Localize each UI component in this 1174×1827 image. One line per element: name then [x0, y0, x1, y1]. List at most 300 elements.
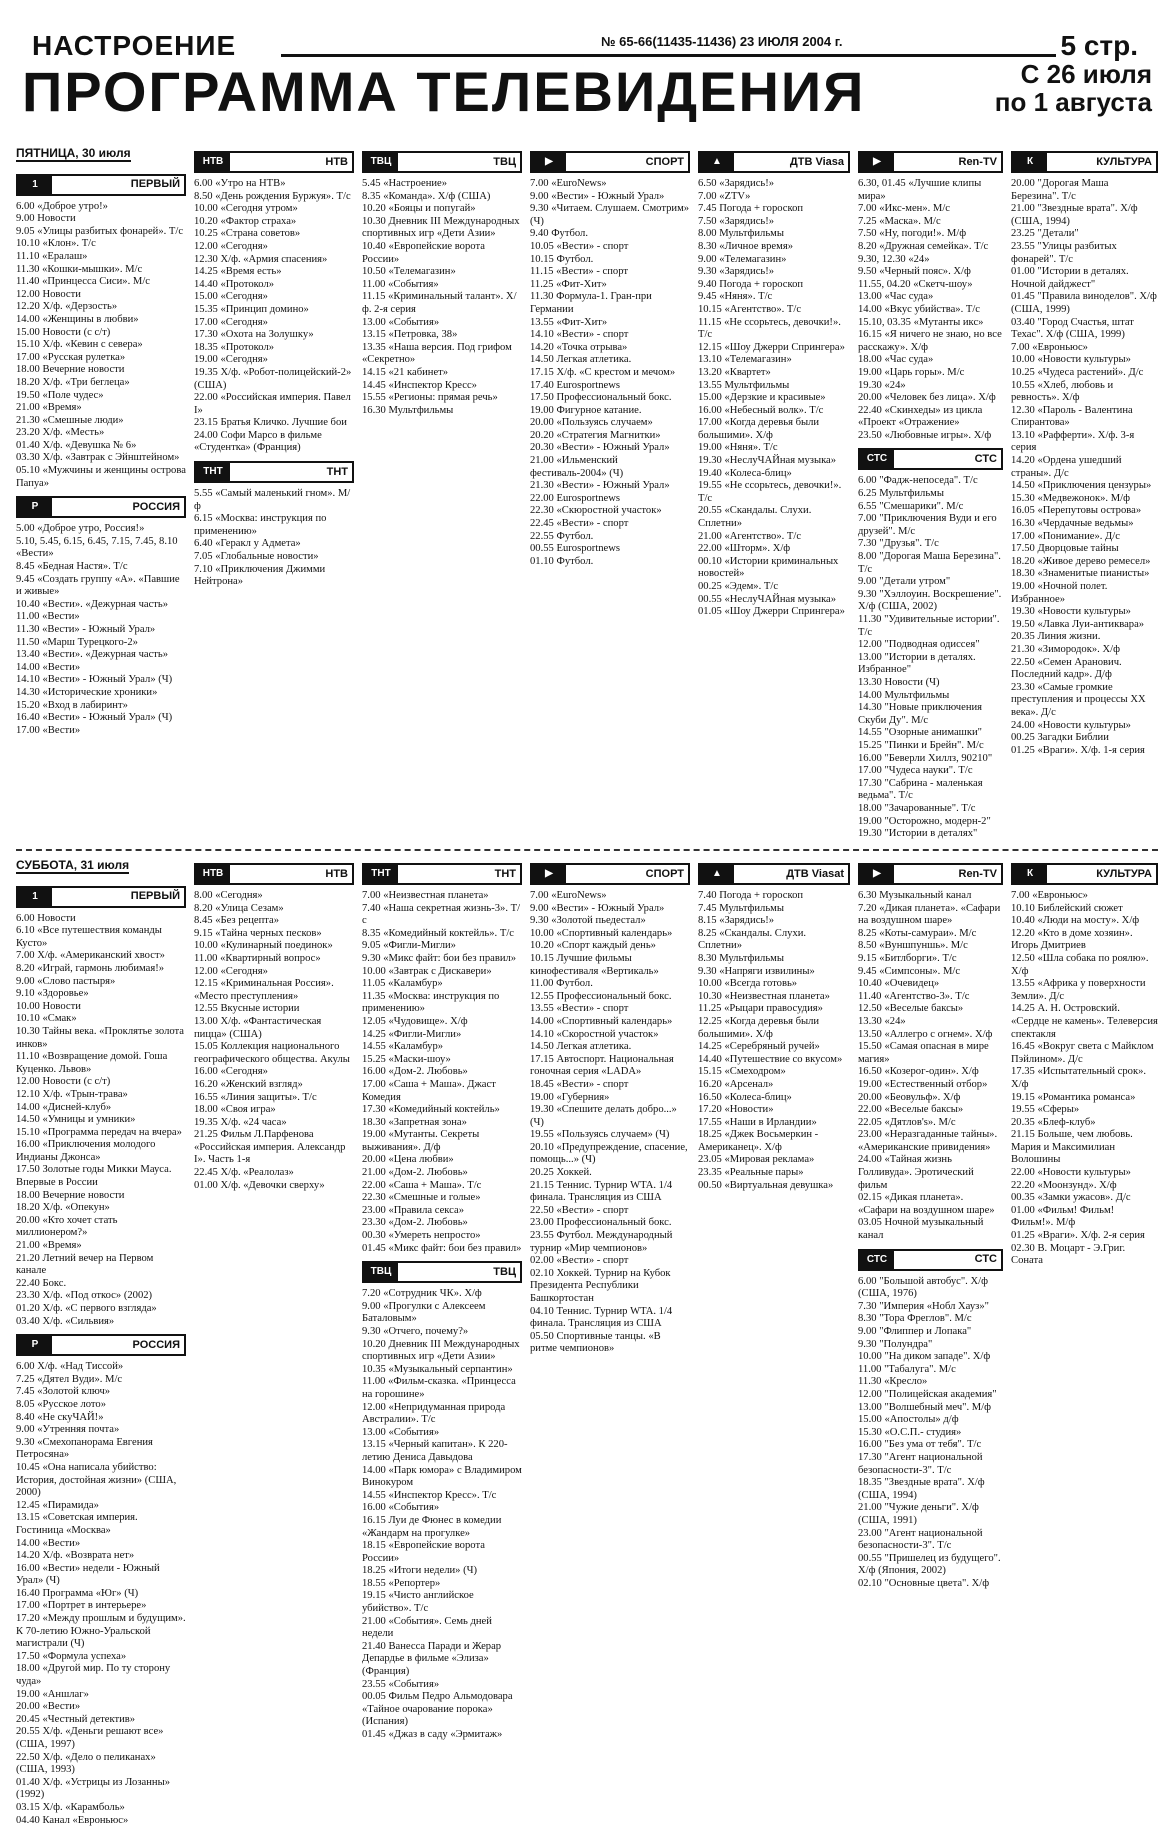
- program-listing: 9.05 «Фигли-Мигли»: [362, 940, 456, 952]
- program-listing: 18.30 «Запретная зона»: [362, 1116, 467, 1128]
- friday-col-3: [362, 145, 522, 845]
- friday-day-heading: ПЯТНИЦА, 30 июля: [16, 146, 131, 160]
- program-listing: 16.00 «Дом-2. Любовь»: [362, 1066, 468, 1078]
- program-listing: 9.30 «Отчего, почему?»: [362, 1326, 469, 1337]
- program-listing: 21.00 «Дом-2. Любовь»: [362, 1167, 468, 1179]
- program-listing: 14.00 Мультфильмы: [858, 689, 950, 701]
- program-listing: 8.45 «Без рецепта»: [194, 915, 280, 927]
- program-listing: 23.55 «События»: [362, 1678, 440, 1690]
- channel-header-ntv: НТВ НТВ: [194, 863, 354, 885]
- program-listing: 13.30 «24»: [858, 1015, 906, 1027]
- program-listing: 5.55 «Самый маленький гном». М/ф: [194, 488, 351, 512]
- program-listing: 12.00 «Непридуманная природа Австралии». Т/с: [362, 1401, 506, 1426]
- saturday-col-3: [362, 857, 522, 1740]
- channel-header-sport: ▶ СПОРТ: [530, 151, 690, 173]
- program-listing: 23.30 Х/ф. «Под откос» (2002): [16, 1290, 153, 1302]
- channel-logo-icon: ТНТ: [364, 865, 398, 883]
- program-listing: 11.35 «Москва: инструкция по применению»: [362, 990, 500, 1015]
- program-listing: 13.00 "Истории в деталях. Избранное": [858, 651, 976, 676]
- program-listing: 20.00 «Пользуясь случаем»: [530, 417, 653, 429]
- program-listing: 24.00 «Новости культуры»: [1011, 719, 1131, 731]
- program-listing: 19.50 «Лавка Луи-антиквара»: [1011, 618, 1145, 630]
- program-listing: 04.10 Теннис. Турнир WTA. 1/4 финала. Трансляция из США: [530, 1305, 673, 1330]
- program-listing: 22.30 «Смешные и голые»: [362, 1192, 481, 1204]
- program-listing: 14.00 «Спортивный календарь»: [530, 1015, 673, 1027]
- date-range-line2: по 1 августа: [994, 87, 1152, 117]
- program-listing: 11.30 "Удивительные истории". Т/с: [858, 614, 1000, 638]
- program-listing: 20.55 «Скандалы. Слухи. Сплетни»: [698, 505, 812, 530]
- program-listing: 12.00 "Полицейская академия": [858, 1388, 997, 1400]
- program-listing: 20.00 «Беовульф». Х/ф: [858, 1091, 961, 1103]
- program-listing: 16.30 Мультфильмы: [362, 404, 454, 416]
- program-listing: 18.00 "Зачарованные". Т/с: [858, 802, 976, 814]
- program-listing: 10.00 «Всегда готовь»: [698, 978, 798, 990]
- program-listing: 6.30, 01.45 «Лучшие клипы мира»: [858, 178, 982, 202]
- program-listing: 22.50 Х/ф. «Дело о пеликанах» (США, 1993): [16, 1751, 156, 1776]
- program-listing: 23.00 "Агент национальной безопасности-3". Т/с: [858, 1527, 983, 1552]
- program-listing: 01.45 «Джаз в саду «Эрмитаж»: [362, 1729, 503, 1740]
- program-listing: 19.00 «Аншлаг»: [16, 1688, 89, 1700]
- program-list: [1011, 890, 1158, 1268]
- program-listing: 10.10 «Смак»: [16, 1013, 77, 1025]
- program-listing: 11.25 «Рыцари правосудия»: [698, 1003, 823, 1015]
- program-listing: 11.25 «Фит-Хит»: [530, 278, 607, 290]
- program-listing: 01.25 «Враги». Х/ф. 2-я серия: [1011, 1230, 1145, 1242]
- program-listing: 17.00 «Портрет в интерьере»: [16, 1600, 147, 1612]
- channel-logo-icon: ТВЦ: [364, 1263, 398, 1281]
- program-list: [16, 201, 186, 491]
- program-listing: 9.00 «Слово пастыря»: [16, 975, 116, 987]
- program-listing: 23.25 "Детали": [1011, 228, 1079, 240]
- program-listing: 00.05 Фильм Педро Альмодовара «Тайное очарование порока» (Испания): [362, 1691, 513, 1728]
- program-listing: 9.00 «Утренняя почта»: [16, 1424, 120, 1436]
- program-listing: 02.30 В. Моцарт - Э.Григ. Соната: [1011, 1242, 1126, 1267]
- program-listing: 7.50 «Ну, погоди!». М/ф: [858, 228, 967, 240]
- program-listing: 7.30 "Империя «Нобл Хауз»": [858, 1300, 989, 1312]
- program-listing: 13.50 «Аллегро с огнем». Х/ф: [858, 1028, 993, 1040]
- program-listing: 7.50 «Зарядись!»: [698, 215, 775, 227]
- program-listing: 13.55 Мультфильмы: [698, 379, 790, 391]
- program-listing: 19.30 "Истории в деталях": [858, 828, 978, 840]
- program-listing: 21.40 Ванесса Паради и Жерар Депардье в фильме «Элиза» (Франция): [362, 1640, 502, 1678]
- program-listing: 11.15 «Вести» - спорт: [530, 266, 628, 278]
- program-listing: 15.00 «Сегодня»: [194, 291, 268, 303]
- program-listing: 22.50 «Семен Аранович. Последний кадр». Д/ф: [1011, 656, 1122, 681]
- program-listing: 14.00 «Дисней-клуб»: [16, 1101, 112, 1113]
- program-listing: 10.30 Дневник III Международных спортивных игр «Дети Азии»: [362, 215, 520, 240]
- program-listing: 17.30 "Агент национальной безопасности-3". Т/с: [858, 1451, 983, 1476]
- program-listing: 10.40 «Вести». «Дежурная часть»: [16, 598, 169, 610]
- program-listing: 15.50 «Самая опасная в мире магия»: [858, 1041, 989, 1065]
- program-listing: 10.40 «Люди на мосту». Х/ф: [1011, 915, 1140, 927]
- program-listing: 21.00 «Время»: [16, 1240, 82, 1252]
- program-listing: 20.10 «Предупреждение, спасение, помощь...» (Ч): [530, 1141, 688, 1166]
- program-listing: 10.25 «Страна советов»: [194, 228, 301, 240]
- program-listing: 04.40 Канал «Евроньюс»: [16, 1814, 129, 1826]
- channel-header-tnt: ТНТ ТНТ: [362, 863, 522, 885]
- program-listing: 14.10 «Вести» - Южный Урал» (Ч): [16, 674, 173, 686]
- program-listing: 22.20 «Моонзунд». Х/ф: [1011, 1179, 1117, 1191]
- program-listing: 17.15 Автоспорт. Национальная гоночная серия «LADA»: [530, 1053, 674, 1078]
- program-listing: 8.35 «Комедийный коктейль». Т/с: [362, 927, 514, 939]
- program-listing: 17.50 Золотые годы Микки Мауса. Впервые в России: [16, 1164, 172, 1189]
- program-listing: 10.10 Библейский сюжет: [1011, 902, 1123, 914]
- program-listing: 22.00 «Шторм». Х/ф: [698, 543, 791, 555]
- channel-logo-icon: К: [1013, 865, 1047, 883]
- program-listing: 10.00 Новости: [16, 1000, 81, 1012]
- program-listing: 01.20 Х/ф. «С первого взгляда»: [16, 1303, 157, 1314]
- program-listing: 16.50 «Колеса-блиц»: [698, 1091, 792, 1103]
- program-list: [194, 488, 354, 589]
- program-listing: 10.00 «Кулинарный поединок»: [194, 940, 333, 952]
- program-listing: 13.55 «Вести» - спорт: [530, 1003, 629, 1015]
- program-listing: 10.00 «Сегодня утром»: [194, 203, 298, 215]
- program-listing: 10.05 «Вести» - спорт: [530, 240, 629, 252]
- program-listing: 18.20 Х/ф. «Опекун»: [16, 1202, 110, 1214]
- program-listing: 13.00 «Час суда»: [858, 291, 934, 303]
- channel-header-ctc: СТС СТС: [858, 1249, 1003, 1271]
- program-listing: 6.00 "Большой автобус". Х/ф (США, 1976): [858, 1275, 988, 1300]
- program-listing: 12.20 Х/ф. «Дерзость»: [16, 301, 118, 313]
- header-rule: [281, 54, 1056, 57]
- program-listing: 16.00 «Приключения молодого Индианы Джонса»: [16, 1139, 156, 1163]
- program-listing: 12.55 Профессиональный бокс.: [530, 990, 672, 1002]
- program-listing: 18.30 «Знаменитые пианисты»: [1011, 568, 1150, 580]
- program-listing: 14.15 «21 кабинет»: [362, 366, 449, 378]
- program-listing: 9.00 «Прогулки с Алексеем Баталовым»: [362, 1300, 486, 1325]
- day-separator: [16, 849, 1158, 851]
- program-listing: 9.00 "Флиппер и Лопака": [858, 1326, 972, 1337]
- program-listing: 22.00 «Новости культуры»: [1011, 1167, 1131, 1179]
- program-list: [362, 1288, 522, 1741]
- channel-header-perviy: 1 ПЕРВЫЙ: [16, 174, 186, 196]
- program-listing: 24.00 Софи Марсо в фильме «Студентка» (Франция): [194, 429, 322, 454]
- program-listing: 15.00 «Апостолы» д/ф: [858, 1414, 959, 1426]
- program-listing: 17.00 «Когда деревья были большими». Х/ф: [698, 417, 820, 441]
- program-listing: 20.55 Х/ф. «Деньги решают все» (США, 1997): [16, 1726, 164, 1750]
- program-listing: 7.00 «EuroNews»: [530, 890, 607, 901]
- channel-logo-icon: НТВ: [196, 153, 230, 171]
- channel-logo-icon: ▶: [532, 865, 566, 883]
- program-listing: 18.55 «Репортер»: [362, 1577, 441, 1589]
- program-listing: 14.00 «Парк юмора» с Владимиром Винокуром: [362, 1464, 522, 1489]
- program-listing: 9.40 Футбол.: [530, 228, 588, 240]
- program-listing: 02.15 «Дикая планета». «Сафари на воздушном шаре»: [858, 1192, 995, 1216]
- program-list: [1011, 178, 1158, 757]
- program-listing: 23.30 «Дом-2. Любовь»: [362, 1217, 468, 1229]
- program-listing: 16.00 "Без ума от тебя". Т/с: [858, 1439, 982, 1451]
- program-listing: 23.30 «Самые громкие преступления и процессы XX века». Д/с: [1011, 681, 1146, 718]
- program-listing: 15.30 «О.С.П.- студия»: [858, 1426, 962, 1438]
- program-list: [362, 890, 522, 1255]
- program-listing: 17.00 "Чудеса науки". Т/с: [858, 765, 973, 777]
- program-listing: 19.50 «Поле чудес»: [16, 389, 104, 401]
- program-listing: 00.55 Eurosportnews: [530, 543, 621, 555]
- program-listing: 22.30 «Скюростной участок»: [530, 505, 662, 517]
- program-listing: 10.15 Лучшие фильмы кинофестиваля «Вертикаль»: [530, 952, 659, 977]
- program-listing: 14.20 Х/ф. «Возврата нет»: [16, 1550, 135, 1562]
- program-listing: 03.30 Х/ф. «Завтрак с Эйнштейном»: [16, 452, 180, 464]
- channel-logo-icon: К: [1013, 153, 1047, 171]
- program-listing: 5.00 «Доброе утро, Россия!»: [16, 523, 145, 535]
- program-listing: 16.00 «События»: [362, 1502, 440, 1514]
- program-listing: 00.35 «Замки ужасов». Д/с: [1011, 1192, 1131, 1204]
- program-listing: 16.40 «Вести» - Южный Урал» (Ч): [16, 712, 173, 724]
- program-listing: 9.30 «Смехопанорама Евгения Петросяна»: [16, 1436, 153, 1461]
- date-range: [995, 60, 1152, 116]
- program-listing: 8.30 «Личное время»: [698, 240, 793, 252]
- program-listing: 7.30 "Друзья". Т/с: [858, 538, 939, 550]
- program-listing: 14.55 "Озорные анимашки": [858, 727, 982, 739]
- program-listing: 7.45 Мультфильмы: [698, 902, 784, 914]
- program-listing: 14.00 «Вкус убийства». Т/с: [858, 303, 980, 315]
- program-listing: 00.25 «Эдем». Т/с: [698, 581, 779, 592]
- program-listing: 23.00 Профессиональный бокс.: [530, 1217, 672, 1229]
- program-listing: 13.00 «События»: [362, 1426, 440, 1438]
- saturday-col-5: [698, 857, 850, 1669]
- program-listing: 15.15 «Смеходром»: [698, 1066, 786, 1078]
- friday-col-5: [698, 145, 850, 845]
- program-listing: 10.50 «Телемагазин»: [362, 266, 456, 278]
- program-listing: 7.00 «Неизвестная планета»: [362, 890, 489, 901]
- program-listing: 17.50 «Формула успеха»: [16, 1650, 127, 1662]
- program-list: [858, 890, 1003, 1243]
- channel-logo-icon: Р: [18, 1336, 52, 1354]
- program-list: [858, 1276, 1003, 1591]
- program-listing: 11.00 «События»: [362, 278, 439, 290]
- program-listing: 9.05 «Улицы разбитых фонарей». Т/с: [16, 225, 184, 237]
- program-listing: 00.10 «Истории криминальных новостей»: [698, 555, 839, 580]
- program-listing: 13.15 «Черный капитан». К 220-летию Дениса Давыдова: [362, 1439, 508, 1463]
- program-listing: 14.25 А. Н. Островский. «Сердце не камень». Телеверсия спектакля: [1011, 1003, 1158, 1040]
- program-listing: 00.55 «НеслуЧАЙная музыка»: [698, 593, 837, 605]
- program-listing: 9.30 «Микс файт: бои без правил»: [362, 952, 517, 964]
- program-listing: 7.05 «Глобальные новости»: [194, 551, 319, 563]
- program-listing: 10.35 «Музыкальный серпантин»: [362, 1363, 513, 1375]
- program-list: [194, 890, 354, 1192]
- program-listing: 21.15 Больше, чем любовь. Мария и Максимилиан Волошины: [1011, 1129, 1133, 1166]
- channel-header-rentv: ▶ Ren-TV: [858, 151, 1003, 173]
- program-listing: 14.40 «Путешествие со вкусом»: [698, 1053, 843, 1065]
- program-listing: 01.25 «Враги». Х/ф. 1-я серия: [1011, 744, 1145, 756]
- program-listing: 21.00 «Ильменский фестиваль-2004» (Ч): [530, 455, 624, 479]
- program-listing: 20.00 «Человек без лица». Х/ф: [858, 392, 996, 404]
- program-listing: 19.00 «Ночной полет. Избранное»: [1011, 581, 1108, 605]
- program-listing: 11.30 «Кресло»: [858, 1376, 928, 1388]
- program-listing: 8.30 "Тора Фреглов". М/с: [858, 1313, 972, 1325]
- program-listing: 23.20 Х/ф. «Месть»: [16, 427, 105, 439]
- program-listing: 6.25 Мультфильмы: [858, 488, 944, 500]
- channel-header-kultura: К КУЛЬТУРА: [1011, 151, 1158, 173]
- program-listing: 9.00 "Детали утром": [858, 576, 951, 588]
- program-listing: 03.40 Х/ф. «Сильвия»: [16, 1315, 115, 1327]
- program-listing: 16.00 «Вести» недели - Южный Урал» (Ч): [16, 1562, 160, 1587]
- program-listing: 7.00 «Икс-мен». М/с: [858, 203, 950, 215]
- program-listing: 12.00 Новости: [16, 288, 81, 300]
- program-listing: 14.50 Легкая атлетика.: [530, 354, 632, 366]
- program-listing: 9.30, 12.30 «24»: [858, 253, 930, 265]
- program-listing: 19.00 «Губерния»: [530, 1091, 610, 1103]
- program-listing: 13.10 «Рафферти». Х/ф. 3-я серия: [1011, 429, 1135, 454]
- program-listing: 7.00 «Евроньюс»: [1011, 341, 1088, 353]
- program-listing: 10.20 Дневник III Международных спортивных игр «Дети Азии»: [362, 1338, 520, 1363]
- issue-line: № 65-66(11435-11436) 23 ИЮЛЯ 2004 г.: [601, 34, 843, 49]
- program-listing: 12.00 «Сегодня»: [194, 965, 268, 977]
- program-listing: 10.45 «Она написала убийство: История, достойная жизни» (США, 2000): [16, 1461, 177, 1499]
- program-listing: 02.10 "Основные цвета". Х/ф: [858, 1577, 990, 1589]
- program-listing: 9.45 «Няня». Т/с: [698, 291, 773, 303]
- program-listing: 18.35 «Протокол»: [194, 341, 275, 353]
- program-listing: 19.30 «24»: [858, 379, 906, 391]
- program-listing: 10.00 "На диком западе". Х/ф: [858, 1351, 991, 1363]
- program-listing: 11.40 «Агентство-3». Т/с: [858, 990, 970, 1002]
- channel-logo-icon: ▶: [860, 865, 894, 883]
- program-listing: 12.15 «Криминальная Россия». «Место преступления»: [194, 978, 334, 1002]
- program-listing: 8.05 «Русское лото»: [16, 1398, 106, 1410]
- program-listing: 13.55 «Фит-Хит»: [530, 316, 608, 328]
- program-listing: 23.00 «Правила секса»: [362, 1204, 464, 1216]
- program-list: [362, 178, 522, 417]
- program-listing: 7.00 Х/ф. «Американский хвост»: [16, 950, 165, 962]
- program-listing: 23.35 «Реальные пары»: [698, 1167, 804, 1179]
- program-listing: 15.30 «Медвежонок». М/ф: [1011, 492, 1130, 504]
- program-listing: 13.35 «Наша версия. Под грифом «Секретно»: [362, 341, 512, 366]
- program-listing: 10.00 «Новости культуры»: [1011, 354, 1131, 366]
- channel-logo-icon: Р: [18, 498, 52, 516]
- program-listing: 6.00 "Фадж-непоседа". Т/с: [858, 475, 978, 487]
- program-listing: 7.40 «Наша секретная жизнь-3». Т/с: [362, 902, 521, 927]
- program-listing: 8.20 «Играй, гармонь любимая!»: [16, 962, 165, 974]
- program-listing: 19.55 «Пользуясь случаем» (Ч): [530, 1129, 670, 1141]
- program-listing: 11.30 «Кошки-мышки». М/с: [16, 263, 143, 275]
- program-listing: 19.30 «НеслуЧАЙная музыка»: [698, 455, 837, 467]
- program-listing: 16.00 «Небесный волк». Т/с: [698, 404, 824, 416]
- program-listing: 11.30 «Вести» - Южный Урал»: [16, 624, 156, 635]
- program-listing: 19.00 «Царь горы». М/с: [858, 366, 965, 378]
- channel-header-tvc: ТВЦ ТВЦ: [362, 151, 522, 173]
- program-listing: 14.20 «Точка отрыва»: [530, 341, 628, 353]
- program-listing: 11.00 Футбол.: [530, 978, 593, 990]
- program-list: [858, 475, 1003, 840]
- program-listing: 14.10 «Вести» - спорт: [530, 329, 629, 341]
- saturday-col-2: [194, 857, 354, 1669]
- channel-logo-icon: 1: [18, 176, 52, 194]
- program-listing: 18.00 Вечерние новости: [16, 1189, 125, 1201]
- program-listing: 22.05 «Дятлов's». М/с: [858, 1116, 956, 1128]
- program-list: [698, 178, 850, 619]
- program-listing: 10.25 «Чудеса растений». Д/с: [1011, 366, 1144, 378]
- program-listing: 17.00 «Русская рулетка»: [16, 351, 126, 363]
- program-listing: 02.00 «Вести» - спорт: [530, 1255, 629, 1267]
- program-listing: 16.15 «Я ничего не знаю, но все расскажу». Х/ф: [858, 329, 1002, 353]
- program-listing: 18.00 Вечерние новости: [16, 364, 125, 376]
- program-listing: 14.50 Легкая атлетика.: [530, 1041, 632, 1053]
- program-listing: 8.45 «Бедная Настя». Т/с: [16, 561, 128, 573]
- program-listing: 11.05 «Каламбур»: [362, 978, 443, 990]
- program-listing: 22.00 «Российская империя. Павел I»: [194, 392, 351, 416]
- program-listing: 15.55 «Регионы: прямая речь»: [362, 392, 498, 404]
- program-listing: 10.00 «Спортивный календарь»: [530, 927, 673, 939]
- channel-logo-icon: ▲: [700, 153, 734, 171]
- saturday-col-1: [16, 857, 186, 1826]
- program-listing: 10.40 «Европейские ворота России»: [362, 240, 485, 265]
- program-listing: 17.00 «Саша + Маша». Джаст Комедия: [362, 1078, 496, 1103]
- channel-header-perviy: 1 ПЕРВЫЙ: [16, 886, 186, 908]
- channel-header-kultura: К КУЛЬТУРА: [1011, 863, 1158, 885]
- program-listing: 9.50 «Черный пояс». Х/ф: [858, 266, 971, 278]
- program-listing: 10.20 «Фактор страха»: [194, 215, 297, 227]
- program-listing: 11.15 «Не ссорьтесь, девочки!». Т/с: [698, 316, 841, 341]
- channel-header-viasat: ▲ ДТВ Viasat: [698, 863, 850, 885]
- program-listing: 14.45 «Инспектор Кресс»: [362, 379, 477, 391]
- program-listing: 16.30 «Чердачные ведьмы»: [1011, 518, 1134, 530]
- program-listing: 24.00 «Тайная жизнь Голливуда». Эротический фильм: [858, 1154, 974, 1191]
- program-listing: 20.00 «Кто хочет стать миллионером?»: [16, 1214, 118, 1239]
- program-listing: 23.15 Братья Кличко. Лучшие бои: [194, 417, 347, 429]
- program-listing: 17.00 «Вести»: [16, 724, 81, 736]
- program-listing: 19.15 «Романтика романса»: [1011, 1091, 1136, 1103]
- program-listing: 6.00 «Доброе утро!»: [16, 200, 108, 212]
- program-listing: 00.50 «Виртуальная девушка»: [698, 1179, 834, 1191]
- program-listing: 01.45 "Правила виноделов". Х/ф (США, 1999): [1011, 291, 1157, 315]
- channel-logo-icon: ▶: [860, 153, 894, 171]
- program-listing: 21.30 «Зимородок». Х/ф: [1011, 643, 1120, 655]
- program-listing: 10.30 «Неизвестная планета»: [698, 990, 830, 1002]
- program-listing: 17.50 Профессиональный бокс.: [530, 392, 672, 404]
- program-listing: 12.15 «Шоу Джерри Спрингера»: [698, 341, 845, 353]
- program-listing: 10.55 «Хлеб, любовь и ревность». Х/ф: [1011, 379, 1114, 404]
- program-listing: 18.25 «Итоги недели» (Ч): [362, 1565, 478, 1577]
- channel-header-ctc: СТС СТС: [858, 448, 1003, 470]
- program-listing: 14.55 «Инспектор Кресс». Т/с: [362, 1489, 497, 1501]
- channel-header-tnt: ТНТ ТНТ: [194, 461, 354, 483]
- program-listing: 15.10 Х/ф. «Кевин с севера»: [16, 339, 143, 351]
- program-list: [194, 178, 354, 455]
- program-listing: 14.30 «Исторические хроники»: [16, 686, 158, 698]
- program-listing: 19.55 «Сферы»: [1011, 1104, 1080, 1116]
- program-listing: 6.00 Новости: [16, 912, 76, 924]
- program-listing: 8.00 «Сегодня»: [194, 890, 263, 901]
- program-listing: 17.20 «Между прошлым и будущим». К 70-летию Южно-Уральской магистрали (Ч): [16, 1613, 186, 1650]
- friday-col-6: [858, 145, 1003, 845]
- program-listing: 16.05 «Перепутовы острова»: [1011, 505, 1142, 517]
- program-listing: 20.00 "Дорогая Маша Березина". Т/с: [1011, 178, 1109, 202]
- program-listing: 12.00 «Сегодня»: [194, 240, 268, 252]
- channel-logo-icon: ▲: [700, 865, 734, 883]
- program-listing: 03.05 Ночной музыкальный канал: [858, 1217, 984, 1242]
- program-listing: 12.05 «Чудовище». Х/ф: [362, 1015, 468, 1027]
- program-listing: 12.30 Х/ф. «Армия спасения»: [194, 253, 328, 265]
- program-list: [16, 913, 186, 1329]
- program-listing: 9.45 «Создать группу «А». «Павшие и живые»: [16, 573, 180, 598]
- program-listing: 14.00 «Женщины в любви»: [16, 313, 139, 325]
- program-listing: 23.55 "Улицы разбитых фонарей". Т/с: [1011, 240, 1117, 265]
- program-listing: 16.50 «Козерог-один». Х/ф: [858, 1066, 979, 1078]
- program-listing: 13.55 «Африка у поверхности Земли». Д/с: [1011, 978, 1146, 1002]
- program-listing: 19.00 Фигурное катание.: [530, 404, 642, 416]
- program-listing: 9.00 Новости: [16, 213, 76, 225]
- program-listing: 10.30 Тайны века. «Проклятье золота инков»: [16, 1025, 184, 1050]
- program-listing: 16.40 Программа «Юг» (Ч): [16, 1587, 139, 1599]
- program-listing: 21.00 "Чужие деньги". Х/ф (США, 1991): [858, 1502, 979, 1526]
- channel-logo-icon: ТВЦ: [364, 153, 398, 171]
- program-listing: 17.50 Дворцовые тайны: [1011, 543, 1119, 555]
- program-listing: 12.55 Вкусные истории: [194, 1003, 300, 1015]
- program-listing: 17.40 Eurosportnews: [530, 379, 621, 391]
- program-listing: 17.00 «Понимание». Д/с: [1011, 530, 1120, 542]
- program-listing: 13.30 Новости (Ч): [858, 676, 940, 688]
- program-listing: 23.00 «Неразгаданные тайны». «Американские привидения»: [858, 1129, 998, 1153]
